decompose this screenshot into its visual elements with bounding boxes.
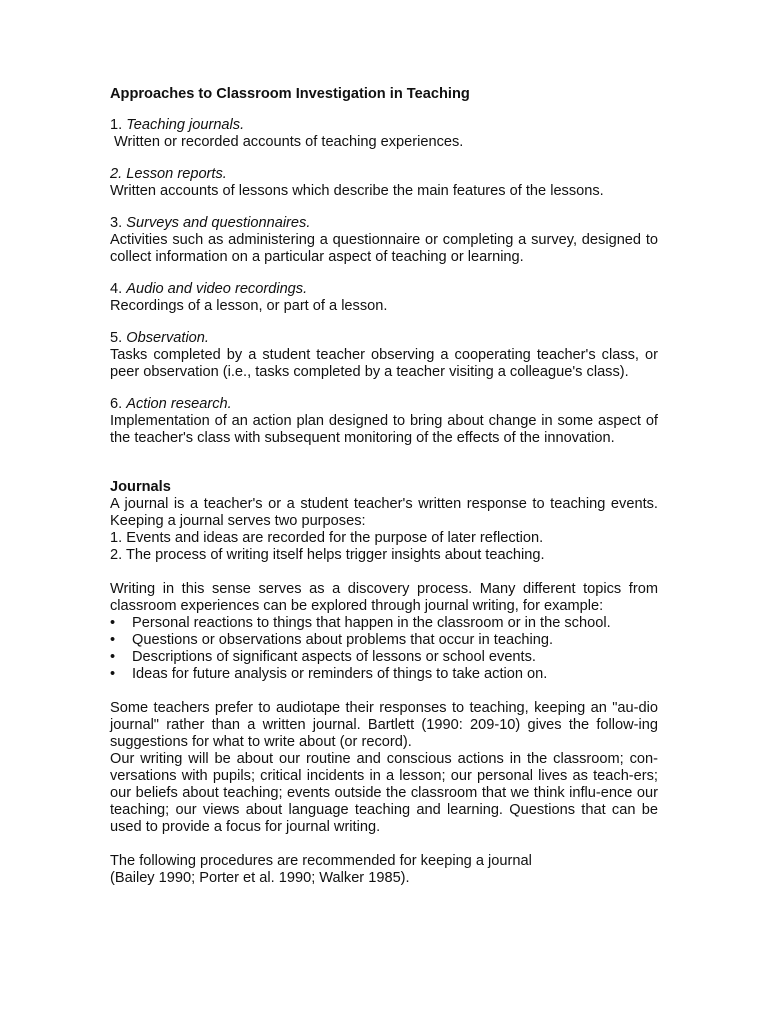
approach-name: Lesson reports. [126, 166, 227, 182]
list-item: • Ideas for future analysis or reminders of things to take action on. [110, 666, 658, 683]
approach-number: 6. [110, 396, 127, 412]
approach-name: Surveys and questionnaires. [126, 215, 311, 231]
approach-name: Action research. [126, 396, 232, 412]
approach-number: 4. [110, 281, 127, 297]
topic-list [110, 615, 658, 683]
writing-topics-paragraph: Our writing will be about our routine and conscious actions in the classroom; con-versations with pupils; critical incidents in a lesson; our personal lives as teach-ers; our beliefs about teaching; events outside the classroom that we think influ-ence our teaching; our views about language teaching and learning. Questions that can be used to provide a focus for journal writing. [110, 751, 658, 835]
procedures-line: The following procedures are recommended for keeping a journal [110, 853, 532, 869]
approach-item-1 [110, 117, 658, 151]
spacer [110, 564, 658, 581]
approach-item-6 [110, 396, 658, 447]
journals-intro: A journal is a teacher's or a student teacher's written response to teaching events. Keeping a journal serves two purposes: [110, 496, 658, 529]
purpose-item: 2. The process of writing itself helps trigger insights about teaching. [110, 547, 545, 563]
approach-description: Activities such as administering a questionnaire or completing a survey, designed to collect information on a particular aspect of teaching or learning. [110, 232, 658, 265]
list-item: • Personal reactions to things that happen in the classroom or in the school. [110, 615, 658, 632]
approach-heading [110, 166, 658, 183]
list-item: • Questions or observations about problems that occur in teaching. [110, 632, 658, 649]
audio-journal-paragraph: Some teachers prefer to audiotape their responses to teaching, keeping an "au-dio journal" rather than a written journal. Bartlett (1990: 209-10) gives the follow-ing suggestions for what to write about (or record). [110, 700, 658, 750]
purpose-item: 1. Events and ideas are recorded for the purpose of later reflection. [110, 530, 544, 546]
spacer [110, 836, 658, 853]
approach-heading [110, 396, 658, 413]
document-title: Approaches to Classroom Investigation in Teaching [110, 86, 470, 102]
approach-heading [110, 117, 658, 134]
spacer [110, 683, 658, 700]
approach-description: Tasks completed by a student teacher observing a cooperating teacher's class, or peer observation (i.e., tasks completed by a teacher visiting a colleague's class). [110, 347, 658, 380]
document-body [110, 86, 658, 887]
approach-heading [110, 281, 658, 298]
approach-number: 5. [110, 330, 127, 346]
approach-description: Written accounts of lessons which describe the main features of the lessons. [110, 183, 604, 199]
approach-name: Teaching journals. [126, 117, 245, 133]
approach-item-2 [110, 166, 658, 200]
approach-item-4 [110, 281, 658, 315]
approach-number: 3. [110, 215, 127, 231]
approach-description: Written or recorded accounts of teaching experiences. [114, 134, 464, 150]
approach-name: Audio and video recordings. [126, 281, 308, 297]
approach-name: Observation. [126, 330, 209, 346]
procedures-citation: (Bailey 1990; Porter et al. 1990; Walker 1985). [110, 870, 410, 886]
approach-number: 1. [110, 117, 127, 133]
approach-number: 2. [110, 166, 127, 182]
approach-item-5 [110, 330, 658, 381]
approach-heading [110, 215, 658, 232]
discovery-paragraph: Writing in this sense serves as a discovery process. Many different topics from classroom experiences can be explored through journal writing, for example: [110, 581, 658, 614]
section-heading-journals: Journals [110, 479, 171, 495]
approach-description: Recordings of a lesson, or part of a lesson. [110, 298, 388, 314]
list-item: • Descriptions of significant aspects of lessons or school events. [110, 649, 658, 666]
approach-item-3 [110, 215, 658, 266]
approach-heading [110, 330, 658, 347]
approach-description: Implementation of an action plan designed to bring about change in some aspect of the teacher's class with subsequent monitoring of the effects of the innovation. [110, 413, 658, 446]
